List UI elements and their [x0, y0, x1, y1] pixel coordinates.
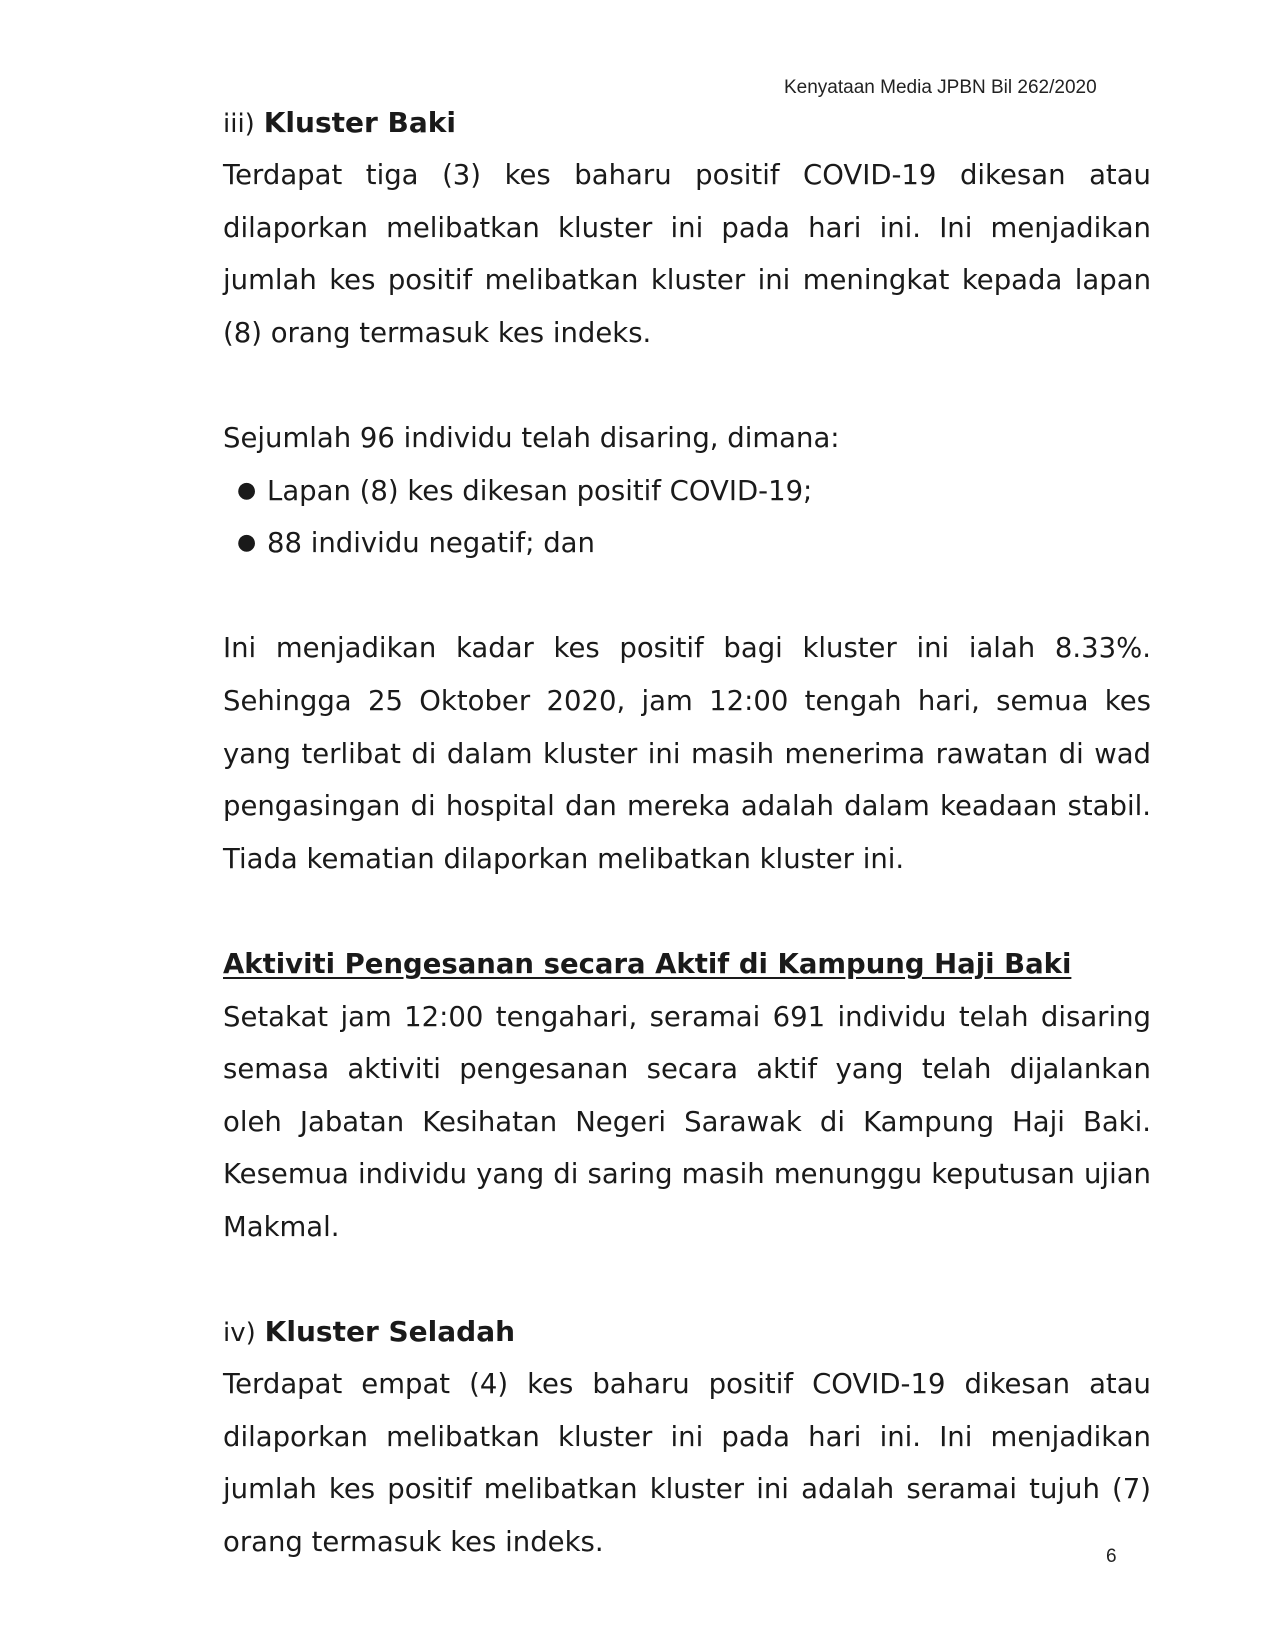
kluster-seladah-paragraph: Terdapat empat (4) kes baharu positif COVID-19 dikesan atau dilaporkan melibatkan kluster ini pada hari ini. Ini menjadikan jumlah kes positif melibatkan kluster ini adalah seramai tujuh (7) orang termasuk kes indeks.	[223, 1368, 1151, 1558]
bullet-icon: ●	[237, 477, 257, 503]
document-body	[223, 97, 1151, 1568]
spacer	[223, 1253, 1151, 1306]
screening-intro: Sejumlah 96 individu telah disaring, dimana:	[223, 421, 840, 454]
list-item	[223, 465, 1151, 518]
section-heading-kluster-baki	[223, 97, 1151, 149]
section-heading-kluster-seladah	[223, 1306, 1151, 1358]
kluster-baki-paragraph-1: Terdapat tiga (3) kes baharu positif COVID-19 dikesan atau dilaporkan melibatkan kluster ini pada hari ini. Ini menjadikan jumlah kes positif melibatkan kluster ini meningkat kepada lapan (8) orang termasuk kes indeks.	[223, 159, 1151, 349]
kluster-baki-paragraph-2: Ini menjadikan kadar kes positif bagi kluster ini ialah 8.33%. Sehingga 25 Oktober 2020, jam 12:00 tengah hari, semua kes yang terlibat di dalam kluster ini masih menerima rawatan di wad pengasingan di hospital dan mereka adalah dalam keadaan stabil. Tiada kematian dilaporkan melibatkan kluster ini.	[223, 632, 1151, 875]
spacer	[223, 359, 1151, 412]
page-number: 6	[1106, 1546, 1117, 1567]
aktiviti-paragraph: Setakat jam 12:00 tengahari, seramai 691 individu telah disaring semasa aktiviti pengesanan secara aktif yang telah dijalankan oleh Jabatan Kesihatan Negeri Sarawak di Kampung Haji Baki. Kesemua individu yang di saring masih menunggu keputusan ujian Makmal.	[223, 1000, 1151, 1243]
bullet-icon: ●	[237, 530, 257, 556]
section-title: Kluster Seladah	[264, 1315, 516, 1349]
list-item	[223, 517, 1151, 570]
spacer	[223, 885, 1151, 938]
list-item-text: 88 individu negatif; dan	[267, 527, 595, 560]
document-reference: Kenyataan Media JPBN Bil 262/2020	[784, 77, 1097, 98]
section-number: iv)	[223, 1318, 256, 1349]
spacer	[223, 570, 1151, 623]
section-number: iii)	[223, 109, 255, 139]
list-item-text: Lapan (8) kes dikesan positif COVID-19;	[267, 474, 813, 507]
section-heading-aktiviti-pengesanan: Aktiviti Pengesanan secara Aktif di Kampung Haji Baki	[223, 947, 1072, 980]
screening-results-list	[223, 465, 1151, 570]
section-title: Kluster Baki	[263, 106, 457, 139]
